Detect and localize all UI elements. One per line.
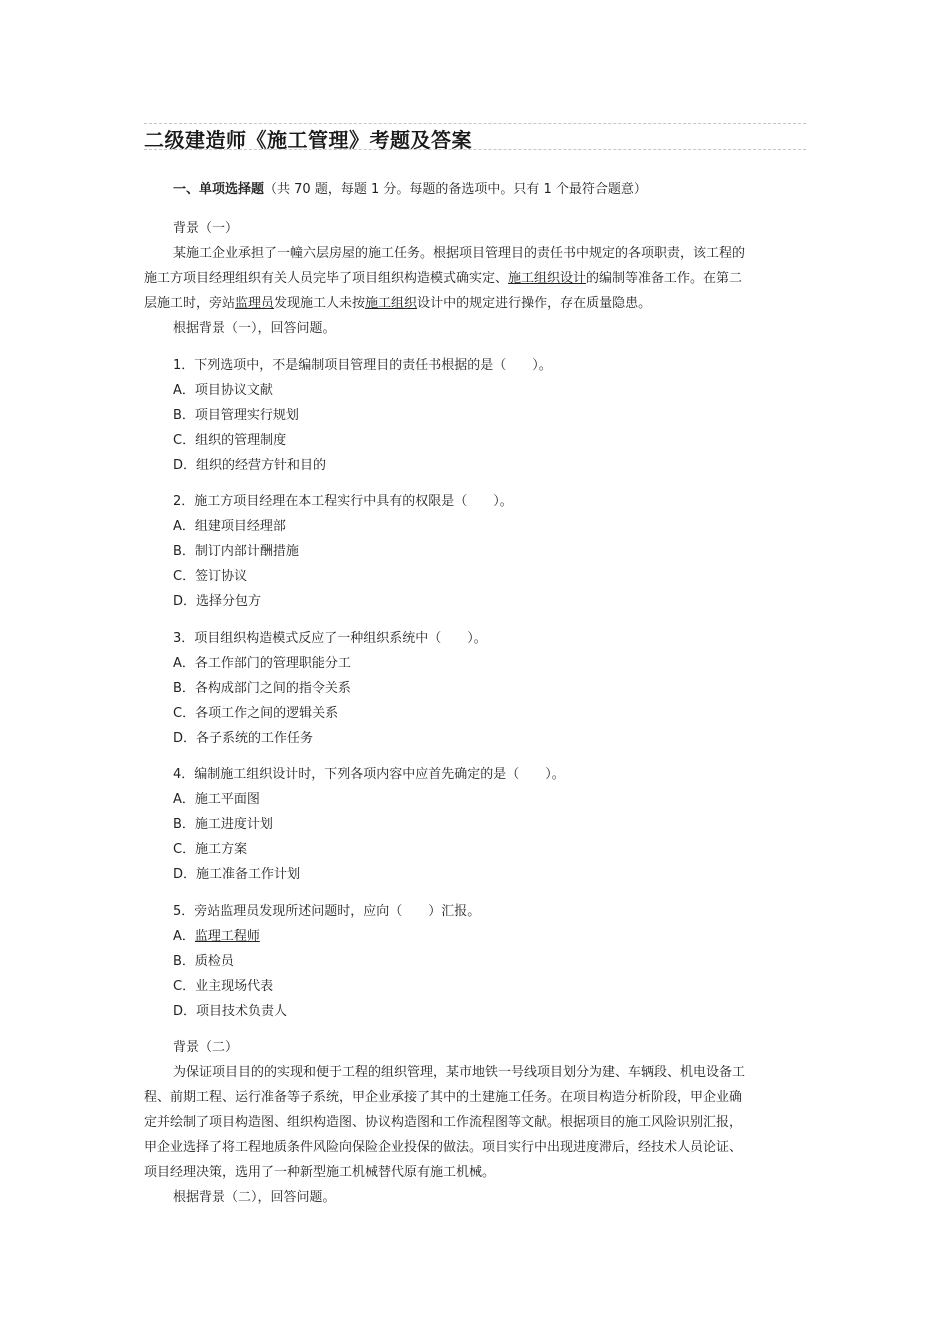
background-2-line-4: 甲企业选择了将工程地质条件风险向保险企业投保的做法。项目实行中出现进度滞后，经技术人员论证、 bbox=[144, 1140, 743, 1155]
option-letter: A． bbox=[173, 656, 195, 671]
option-text: 各工作部门的管理职能分工 bbox=[194, 656, 351, 671]
question-4-option-c[interactable] bbox=[173, 838, 247, 857]
construction-org-link[interactable]: 施工组织 bbox=[365, 296, 418, 311]
question-3-option-d[interactable] bbox=[173, 727, 313, 746]
option-letter: B． bbox=[173, 544, 195, 559]
option-text: 项目技术负责人 bbox=[196, 1004, 288, 1019]
question-3-option-b[interactable] bbox=[173, 677, 351, 696]
question-2-option-a[interactable] bbox=[173, 515, 286, 534]
option-letter: C． bbox=[173, 706, 196, 721]
question-2-option-c[interactable] bbox=[173, 565, 247, 584]
background-1-line-3 bbox=[144, 292, 651, 311]
question-3 bbox=[173, 627, 487, 646]
question-text: 旁站监理员发现所述问题时，应向（ ）汇报。 bbox=[194, 904, 481, 919]
background-1-heading: 背景（一） bbox=[173, 221, 239, 236]
option-text: 选择分包方 bbox=[196, 594, 262, 609]
question-number: 5． bbox=[173, 904, 195, 919]
supervisor-link[interactable]: 监理员 bbox=[235, 296, 275, 311]
background-1-line-1: 某施工企业承担了一幢六层房屋的施工任务。根据项目管理目的责任书中规定的各项职责，该工程的 bbox=[173, 246, 746, 261]
background-2-line-1: 为保证项目目的的实现和便于工程的组织管理，某市地铁一号线项目划分为建、车辆段、机电设备工 bbox=[173, 1065, 746, 1080]
option-text: 施工准备工作计划 bbox=[196, 867, 301, 882]
title-bottom-divider bbox=[144, 149, 806, 150]
background-1-text: 层施工时，旁站 bbox=[144, 296, 236, 311]
question-5-option-b[interactable] bbox=[173, 950, 234, 969]
background-1-text: 发现施工人未按 bbox=[274, 296, 366, 311]
question-1-option-a[interactable] bbox=[173, 379, 273, 398]
option-text: 质检员 bbox=[194, 954, 234, 969]
background-2-line-2: 程、前期工程、运行准备等子系统，甲企业承接了其中的土建施工任务。在项目构造分析阶段，甲企业确 bbox=[144, 1090, 743, 1105]
option-text: 组建项目经理部 bbox=[194, 519, 286, 534]
question-number: 3． bbox=[173, 631, 195, 646]
document-title: 二级建造师《施工管理》考题及答案 bbox=[144, 128, 472, 152]
option-text: 各项工作之间的逻辑关系 bbox=[195, 706, 339, 721]
option-letter: D． bbox=[173, 731, 197, 746]
construction-org-design-link[interactable]: 施工组织设计 bbox=[508, 271, 587, 286]
question-5 bbox=[173, 900, 480, 919]
option-letter: B． bbox=[173, 681, 195, 696]
section-heading bbox=[173, 178, 647, 197]
option-letter: D． bbox=[173, 1004, 197, 1019]
question-text: 编制施工组织设计时，下列各项内容中应首先确定的是（ ）。 bbox=[194, 767, 565, 782]
option-text: 各子系统的工作任务 bbox=[196, 731, 314, 746]
option-letter: C． bbox=[173, 569, 196, 584]
background-1-text: 施工方项目经理组织有关人员完毕了项目组织构造模式确实定、 bbox=[144, 271, 509, 286]
option-letter: A． bbox=[173, 519, 195, 534]
question-1-option-d[interactable] bbox=[173, 454, 326, 473]
option-letter: D． bbox=[173, 867, 197, 882]
option-letter: A． bbox=[173, 383, 195, 398]
option-text: 制订内部计酬措施 bbox=[194, 544, 299, 559]
option-letter: A． bbox=[173, 792, 195, 807]
background-2-prompt: 根据背景（二），回答问题。 bbox=[173, 1190, 336, 1205]
option-text: 业主现场代表 bbox=[195, 979, 274, 994]
option-letter: C． bbox=[173, 979, 196, 994]
question-3-option-a[interactable] bbox=[173, 652, 351, 671]
background-2-line-3: 定并绘制了项目构造图、组织构造图、协议构造图和工作流程图等文献。根据项目的施工风险识别汇报， bbox=[144, 1115, 743, 1130]
section-desc: （共 70 题，每题 1 分。每题的备选项中。只有 1 个最符合题意） bbox=[264, 182, 647, 197]
option-text: 监理工程师 bbox=[194, 929, 260, 944]
question-5-option-a[interactable] bbox=[173, 925, 260, 944]
question-4 bbox=[173, 763, 565, 782]
question-text: 施工方项目经理在本工程实行中具有的权限是（ ）。 bbox=[194, 494, 513, 509]
option-letter: D． bbox=[173, 594, 197, 609]
background-2-line-5: 项目经理决策，选用了一种新型施工机械替代原有施工机械。 bbox=[144, 1165, 496, 1180]
option-text: 签订协议 bbox=[195, 569, 248, 584]
option-text: 各构成部门之间的指令关系 bbox=[194, 681, 351, 696]
option-letter: A． bbox=[173, 929, 195, 944]
question-1 bbox=[173, 354, 552, 373]
question-number: 2． bbox=[173, 494, 195, 509]
question-1-option-b[interactable] bbox=[173, 404, 299, 423]
option-letter: C． bbox=[173, 433, 196, 448]
question-number: 4． bbox=[173, 767, 195, 782]
section-label: 一、单项选择题 bbox=[173, 182, 265, 197]
option-letter: B． bbox=[173, 954, 195, 969]
question-2-option-d[interactable] bbox=[173, 590, 261, 609]
question-4-option-d[interactable] bbox=[173, 863, 300, 882]
question-1-option-c[interactable] bbox=[173, 429, 286, 448]
question-4-option-b[interactable] bbox=[173, 813, 273, 832]
background-1-prompt: 根据背景（一），回答问题。 bbox=[173, 321, 336, 336]
option-letter: B． bbox=[173, 408, 195, 423]
question-4-option-a[interactable] bbox=[173, 788, 260, 807]
option-letter: C． bbox=[173, 842, 196, 857]
question-2-option-b[interactable] bbox=[173, 540, 299, 559]
question-text: 下列选项中，不是编制项目管理目的责任书根据的是（ ）。 bbox=[194, 358, 552, 373]
question-5-option-d[interactable] bbox=[173, 1000, 287, 1019]
question-5-option-c[interactable] bbox=[173, 975, 273, 994]
option-text: 组织的管理制度 bbox=[195, 433, 287, 448]
option-text: 项目管理实行规划 bbox=[194, 408, 299, 423]
question-3-option-c[interactable] bbox=[173, 702, 338, 721]
option-text: 施工进度计划 bbox=[194, 817, 273, 832]
question-text: 项目组织构造模式反应了一种组织系统中（ ）。 bbox=[194, 631, 487, 646]
option-text: 施工方案 bbox=[195, 842, 248, 857]
title-block bbox=[144, 118, 806, 154]
question-number: 1． bbox=[173, 358, 195, 373]
background-1-line-2 bbox=[144, 267, 742, 286]
option-text: 组织的经营方针和目的 bbox=[196, 458, 327, 473]
option-text: 项目协议文献 bbox=[194, 383, 273, 398]
background-1-text: 设计中的规定进行操作，存在质量隐患。 bbox=[417, 296, 652, 311]
question-2 bbox=[173, 490, 513, 509]
option-letter: D． bbox=[173, 458, 197, 473]
background-1-text: 的编制等准备工作。在第二 bbox=[586, 271, 743, 286]
option-letter: B． bbox=[173, 817, 195, 832]
background-2-heading: 背景（二） bbox=[173, 1040, 239, 1055]
option-text: 施工平面图 bbox=[194, 792, 260, 807]
